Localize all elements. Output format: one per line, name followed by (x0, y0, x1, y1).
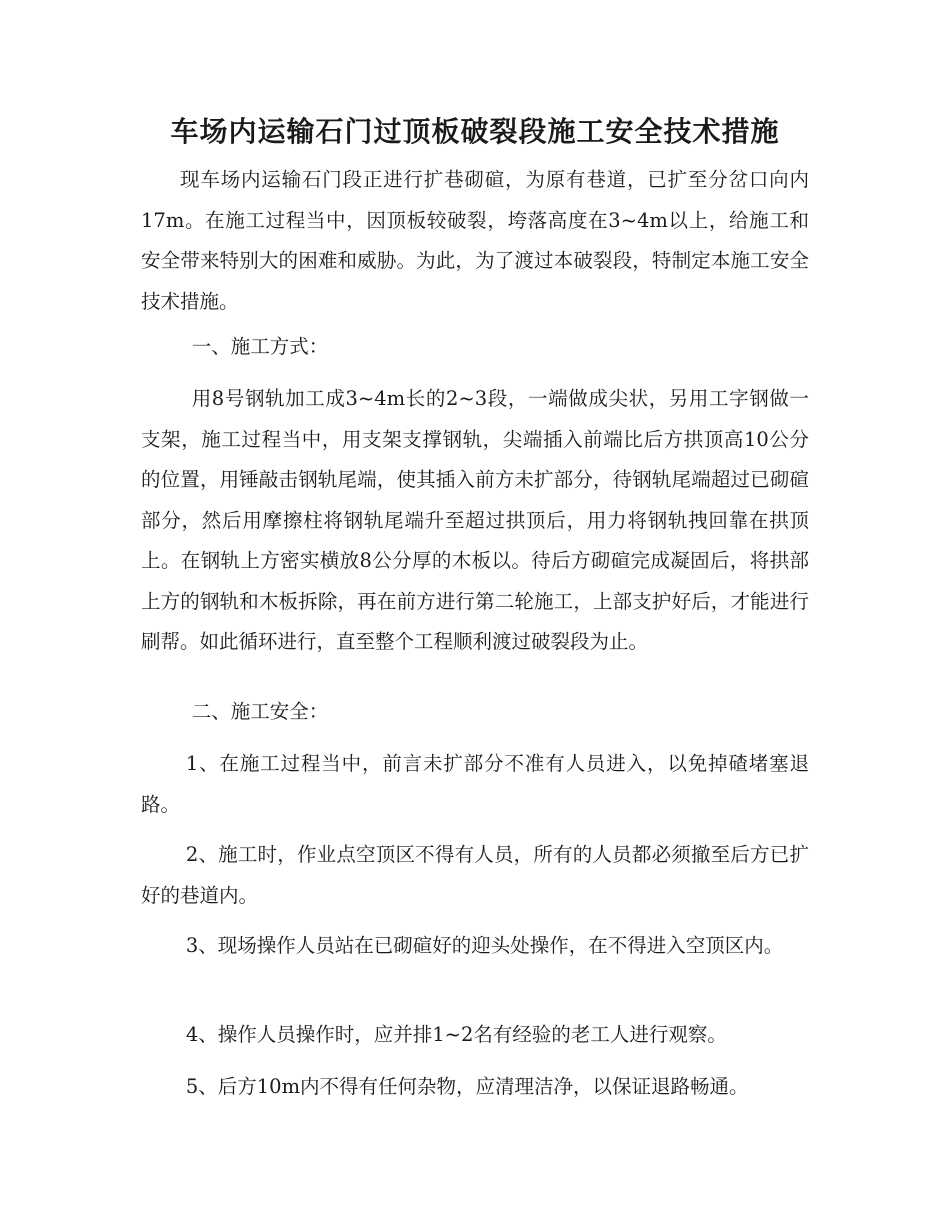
section-heading-construction-safety: 二、施工安全： (191, 700, 329, 723)
construction-method-paragraph: 用8号钢轨加工成3~4m长的2~3段，一端做成尖状，另用工字钢做一支架，施工过程当中，用支架支撑钢轨，尖端插入前端比后方拱顶高10公分的位置，用锤敲击钢轨尾端，使其插入前方未扩部分，待钢轨尾端超过已砌碹部分，然后用摩擦柱将钢轨尾端升至超过拱顶后，用力将钢轨拽回靠在拱顶上。在钢轨上方密实横放8公分厚的木板以。待后方砌碹完成凝固后，将拱部上方的钢轨和木板拆除，再在前方进行第二轮施工，上部支护好后，才能进行刷帮。如此循环进行，直至整个工程顺利渡过破裂段为止。 (141, 387, 809, 653)
safety-item-3: 3、现场操作人员站在已砌碹好的迎头处操作，在不得进入空顶区内。 (185, 934, 784, 957)
safety-item-2: 2、施工时，作业点空顶区不得有人员，所有的人员都必须撤至后方已扩好的巷道内。 (141, 843, 809, 907)
safety-item-5: 5、后方10m内不得有任何杂物，应清理洁净，以保证退路畅通。 (185, 1075, 749, 1098)
intro-paragraph: 现车场内运输石门段正进行扩巷砌碹，为原有巷道，已扩至分岔口向内17m。在施工过程当中，因顶板较破裂，垮落高度在3~4m以上，给施工和安全带来特别大的困难和威胁。为此，为了渡过本破裂段，特制定本施工安全技术措施。 (141, 168, 809, 313)
safety-item-4: 4、操作人员操作时，应并排1~2名有经验的老工人进行观察。 (185, 1023, 727, 1046)
document-title: 车场内运输石门过顶板破裂段施工安全技术措施 (170, 115, 780, 148)
section-heading-construction-method: 一、施工方式： (191, 335, 329, 358)
safety-item-1: 1、在施工过程当中，前言未扩部分不准有人员进入，以免掉碴堵塞退路。 (141, 752, 809, 816)
